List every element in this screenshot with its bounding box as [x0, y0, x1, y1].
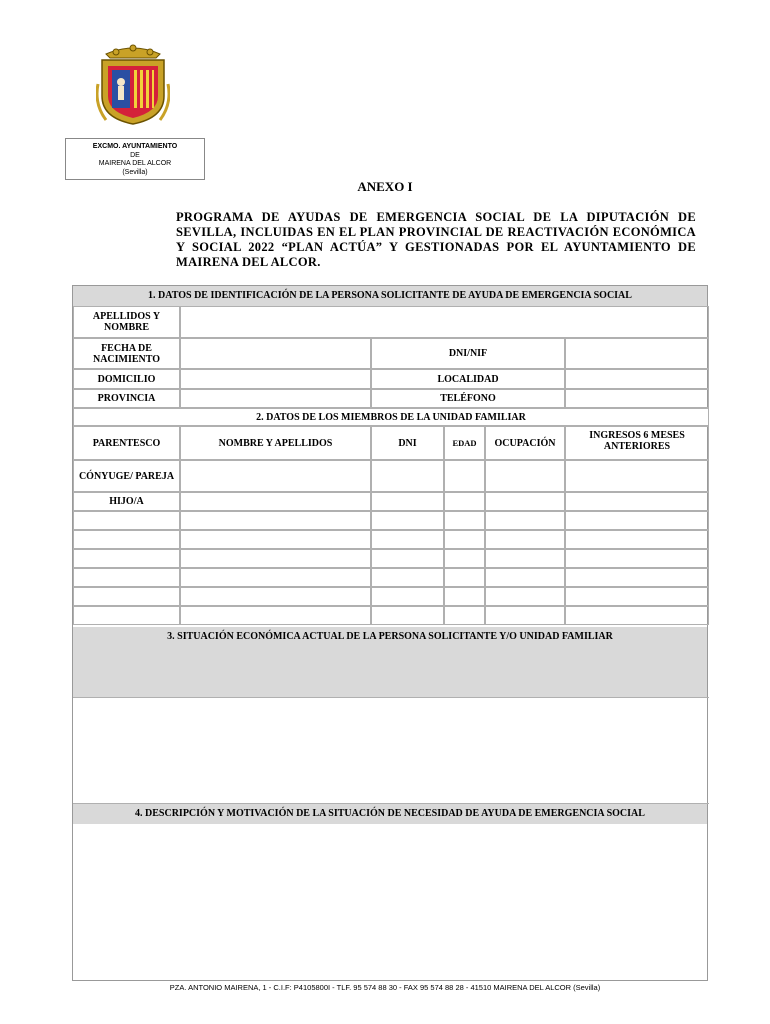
row-6-parentesco [73, 587, 180, 606]
row-0-cell-1[interactable] [180, 460, 371, 492]
org-line-1: EXCMO. AYUNTAMIENTO [92, 143, 178, 150]
fecha-nacimiento-label: FECHA DE NACIMIENTO [73, 338, 180, 369]
row-0-cell-4[interactable] [485, 460, 565, 492]
row-7-cell-1[interactable] [180, 606, 371, 625]
annex-title: ANEXO I [357, 179, 413, 194]
row-2-cell-3[interactable] [444, 511, 485, 530]
row-2-cell-1[interactable] [180, 511, 371, 530]
dni-nif-label: DNI/NIF [371, 338, 565, 369]
row-3-cell-2[interactable] [371, 530, 444, 549]
organization-box [65, 138, 205, 180]
row-2-cell-5[interactable] [565, 511, 709, 530]
section-3-field[interactable] [73, 697, 709, 804]
row-4-cell-3[interactable] [444, 549, 485, 568]
col-nombre-apellidos: NOMBRE Y APELLIDOS [180, 426, 371, 460]
provincia-field[interactable] [180, 389, 371, 408]
apellidos-label: APELLIDOS Y NOMBRE [73, 306, 180, 338]
row-3-cell-5[interactable] [565, 530, 709, 549]
org-line-4: (Sevilla) [122, 168, 148, 176]
row-6-cell-1[interactable] [180, 587, 371, 606]
row-3-parentesco [73, 530, 180, 549]
row-0-cell-2[interactable] [371, 460, 444, 492]
row-7-parentesco [73, 606, 180, 625]
row-1-parentesco: HIJO/A [73, 492, 180, 511]
section-4-header: 4. DESCRIPCIÓN Y MOTIVACIÓN DE LA SITUACIÓN DE NECESIDAD DE AYUDA DE EMERGENCIA SOCIAL [73, 804, 707, 824]
row-1-cell-4[interactable] [485, 492, 565, 511]
row-1-cell-2[interactable] [371, 492, 444, 511]
row-1-cell-1[interactable] [180, 492, 371, 511]
domicilio-field[interactable] [180, 369, 371, 389]
row-2-parentesco [73, 511, 180, 530]
fecha-nacimiento-field[interactable] [180, 338, 371, 369]
col-parentesco: PARENTESCO [73, 426, 180, 460]
telefono-label: TELÉFONO [371, 389, 565, 408]
row-6-cell-3[interactable] [444, 587, 485, 606]
row-6-cell-2[interactable] [371, 587, 444, 606]
row-5-cell-2[interactable] [371, 568, 444, 587]
row-7-cell-3[interactable] [444, 606, 485, 625]
col-dni: DNI [371, 426, 444, 460]
program-description: PROGRAMA DE AYUDAS DE EMERGENCIA SOCIAL DE LA DIPUTACIÓN DE SEVILLA, INCLUIDAS EN EL PLAN PROVINCIAL DE REACTIVACIÓN ECONÓMICA Y SOCIAL 2022 “PLAN ACTÚA” Y GESTIONADAS POR EL AYUNTAMIENTO DE MAIRENA DEL ALCOR. [176, 210, 696, 269]
col-ingresos: INGRESOS 6 MESES ANTERIORES [565, 426, 709, 460]
org-line-3: MAIRENA DEL ALCOR [98, 160, 172, 167]
dni-nif-field[interactable] [565, 338, 709, 369]
col-ocupacion: OCUPACIÓN [485, 426, 565, 460]
row-3-cell-3[interactable] [444, 530, 485, 549]
row-4-cell-5[interactable] [565, 549, 709, 568]
row-4-cell-2[interactable] [371, 549, 444, 568]
org-line-2: DE [130, 151, 140, 159]
row-0-cell-3[interactable] [444, 460, 485, 492]
col-edad: EDAD [444, 426, 485, 460]
row-4-cell-4[interactable] [485, 549, 565, 568]
section-1-header: 1. DATOS DE IDENTIFICACIÓN DE LA PERSONA SOLICITANTE DE AYUDA DE EMERGENCIA SOCIAL [73, 286, 707, 306]
row-0-parentesco: CÓNYUGE/ PAREJA [73, 460, 180, 492]
row-0-cell-5[interactable] [565, 460, 709, 492]
row-5-cell-1[interactable] [180, 568, 371, 587]
application-form [72, 285, 708, 981]
row-4-cell-1[interactable] [180, 549, 371, 568]
row-7-cell-5[interactable] [565, 606, 709, 625]
row-3-cell-1[interactable] [180, 530, 371, 549]
footer-address: PZA. ANTONIO MAIRENA, 1 - C.I.F: P4105800I - TLF. 95 574 88 30 - FAX 95 574 88 28 - 41510 MAIRENA DEL ALCOR (Sevilla) [169, 983, 601, 992]
domicilio-label: DOMICILIO [73, 369, 180, 389]
row-2-cell-4[interactable] [485, 511, 565, 530]
row-6-cell-5[interactable] [565, 587, 709, 606]
section-4-field[interactable] [73, 824, 709, 982]
row-5-cell-3[interactable] [444, 568, 485, 587]
row-5-cell-4[interactable] [485, 568, 565, 587]
row-4-parentesco [73, 549, 180, 568]
localidad-label: LOCALIDAD [371, 369, 565, 389]
row-1-cell-3[interactable] [444, 492, 485, 511]
provincia-label: PROVINCIA [73, 389, 180, 408]
apellidos-field[interactable] [180, 306, 709, 338]
row-7-cell-4[interactable] [485, 606, 565, 625]
telefono-field[interactable] [565, 389, 709, 408]
row-7-cell-2[interactable] [371, 606, 444, 625]
localidad-field[interactable] [565, 369, 709, 389]
row-1-cell-5[interactable] [565, 492, 709, 511]
row-2-cell-2[interactable] [371, 511, 444, 530]
section-2-header: 2. DATOS DE LOS MIEMBROS DE LA UNIDAD FAMILIAR [73, 408, 709, 426]
row-3-cell-4[interactable] [485, 530, 565, 549]
row-5-cell-5[interactable] [565, 568, 709, 587]
section-3-header: 3. SITUACIÓN ECONÓMICA ACTUAL DE LA PERSONA SOLICITANTE Y/O UNIDAD FAMILIAR [73, 627, 707, 697]
row-6-cell-4[interactable] [485, 587, 565, 606]
coat-of-arms-logo [96, 44, 170, 128]
row-5-parentesco [73, 568, 180, 587]
